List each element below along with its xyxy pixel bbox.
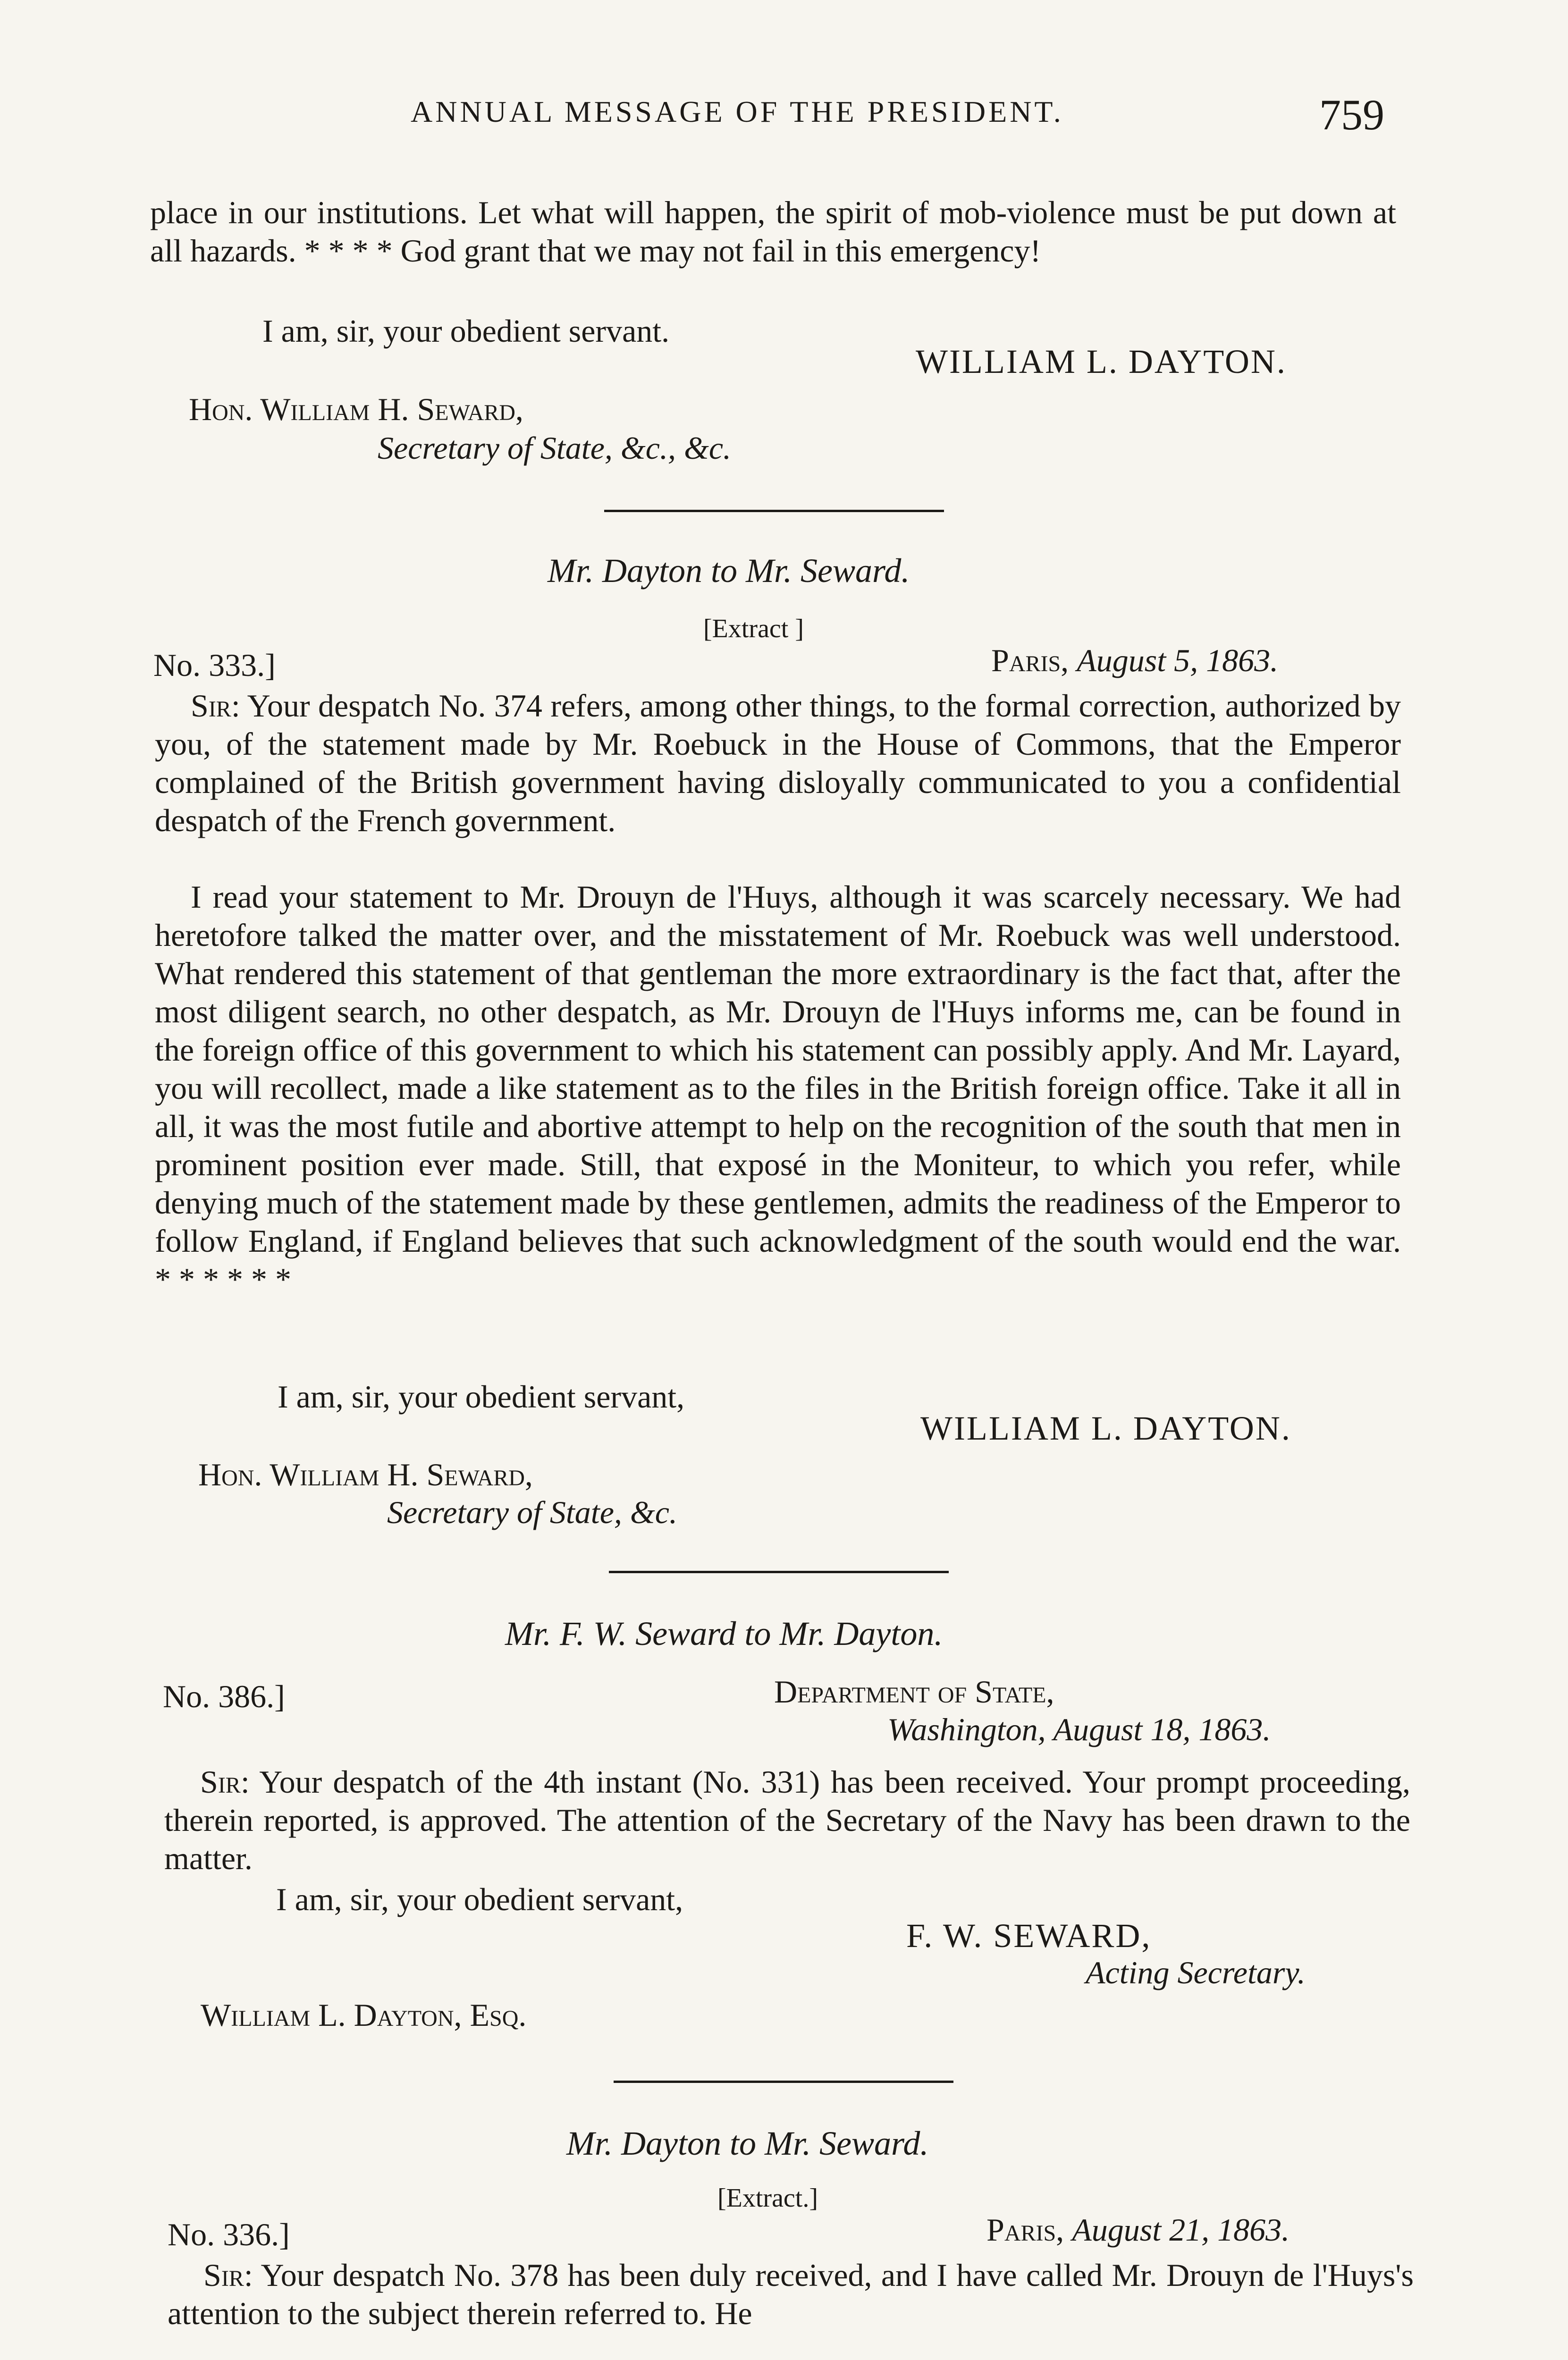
letter2-place: Paris, (991, 642, 1069, 678)
letter3-number: No. 386.] (163, 1678, 285, 1714)
letter3-addressee: William L. Dayton, Esq. (201, 1997, 527, 2033)
section-divider (604, 510, 944, 512)
letter3-place: Department of State, (774, 1674, 1054, 1710)
letter3-closing: I am, sir, your obedient servant, (276, 1881, 683, 1917)
letter1-text: place in our institutions. Let what will happen, the spirit of mob-violence must be put down at all hazards. * * * * God grant that we may not fail in this emergency! (150, 194, 1396, 269)
letter4-para1-text: Your despatch No. 378 has been duly received, and I have called Mr. Drouyn de l'Huys's attention to the subject therein referred to. He (168, 2257, 1414, 2331)
letter2-addressee-name: Hon. William H. Seward, (198, 1457, 533, 1492)
letter1-addressee-title: Secretary of State, &c., &c. (378, 430, 732, 466)
letter3-para1 (164, 1763, 1410, 1878)
letter4-date: August 21, 1863. (1072, 2212, 1290, 2248)
letter2-addressee-title: Secretary of State, &c. (387, 1494, 677, 1530)
page-number: 759 (1319, 91, 1384, 139)
letter2-para2-text: I read your statement to Mr. Drouyn de l'Huys, although it was scarcely necessary. We had heretofore talked the matter over, and the misstatement of Mr. Roebuck was well understood. What rendered this statement of that gentleman the more extraordinary is the fact that, after the most diligent search, no other despatch, as Mr. Drouyn de l'Huys informs me, can be found in the foreign office of this government to which his statement can possibly apply. And Mr. Layard, you will recollect, made a like statement as to the files in the British foreign office. Take it all in all, it was the most futile and abortive attempt to help on the recognition of the south that men in prominent position ever made. Still, that exposé in the Moniteur, to which you refer, while denying much of the statement made by these gentlemen, admits the readiness of the Emperor to follow England, if England believes that such acknowledgment of the south would end the war. * * * * * * (155, 879, 1401, 1297)
letter2-extract-label: [Extract ] (703, 614, 804, 643)
letter4-number: No. 336.] (168, 2217, 290, 2252)
letter2-para1-text: Your despatch No. 374 refers, among other things, to the formal correction, authorized by you, of the statement made by Mr. Roebuck in the House of Commons, that the Emperor complained of the British government having disloyally communicated to you a confidential despatch of the French government. (155, 688, 1401, 838)
letter1-signature: WILLIAM L. DAYTON. (916, 343, 1287, 380)
letter2-closing: I am, sir, your obedient servant, (278, 1379, 685, 1415)
letter3-date: Washington, August 18, 1863. (887, 1711, 1271, 1747)
letter2-place-date (991, 642, 1278, 679)
letter1-closing: I am, sir, your obedient servant. (262, 313, 670, 349)
letter4-extract-label: [Extract.] (717, 2183, 818, 2213)
letter4-salutation: Sir: (203, 2257, 253, 2293)
letter2-date: August 5, 1863. (1077, 642, 1279, 678)
letter2-para2 (155, 878, 1401, 1298)
letter4-place-date (986, 2211, 1290, 2249)
letter1-body (150, 194, 1396, 270)
letter3-heading: Mr. F. W. Seward to Mr. Dayton. (505, 1615, 943, 1652)
letter4-para1 (168, 2256, 1414, 2333)
running-header: ANNUAL MESSAGE OF THE PRESIDENT. (411, 95, 1064, 128)
letter2-para1 (155, 687, 1401, 840)
letter4-heading: Mr. Dayton to Mr. Seward. (566, 2124, 929, 2162)
letter2-signature: WILLIAM L. DAYTON. (920, 1409, 1291, 1447)
letter3-salutation: Sir: (200, 1764, 250, 1800)
letter3-signature-title: Acting Secretary. (1086, 1955, 1306, 1990)
letter2-number: No. 333.] (153, 647, 276, 683)
letter4-place: Paris, (986, 2212, 1064, 2248)
section-divider (614, 2081, 953, 2083)
letter1-addressee-name: Hon. William H. Seward, (189, 391, 523, 427)
letter3-signature: F. W. SEWARD, (906, 1917, 1152, 1955)
letter2-heading: Mr. Dayton to Mr. Seward. (548, 552, 910, 590)
letter2-salutation: Sir: (191, 688, 240, 724)
letter3-para1-text: Your despatch of the 4th instant (No. 331) has been received. Your prompt proceeding, therein reported, is approved. The attention of the Secretary of the Navy has been drawn to the matter. (164, 1764, 1410, 1876)
section-divider (609, 1571, 949, 1573)
